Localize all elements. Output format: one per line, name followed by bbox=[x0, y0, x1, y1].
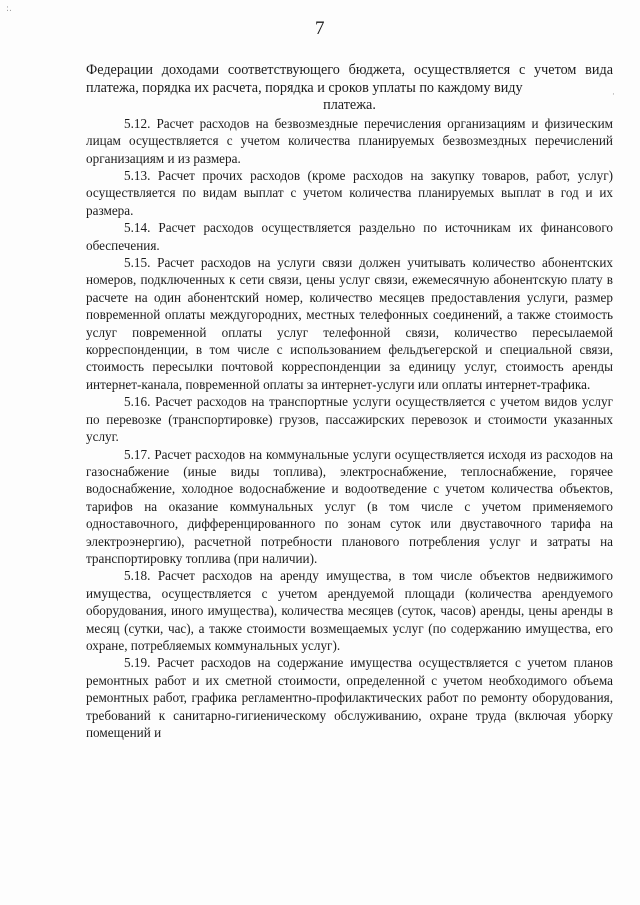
paragraph-5-13: 5.13. Расчет прочих расходов (кроме расходов на закупку товаров, работ, услуг) осуществляется по видам выплат с учетом количества планируемых выплат в год и их размера. bbox=[86, 168, 613, 218]
paragraph-5-12: 5.12. Расчет расходов на безвозмездные перечисления организациям и физическим лицам осуществляется с учетом количества планируемых безвозмездных перечислений организациям и из размера. bbox=[86, 115, 613, 166]
document-body bbox=[86, 62, 613, 741]
scan-corner-mark: :. bbox=[6, 4, 12, 14]
paragraph-5-18: 5.18. Расчет расходов на аренду имущества, в том числе объектов недвижимого имущества, осуществляется с учетом арендуемой площади (количества арендуемого оборудования, иного имущества), количества месяцев (суток, часов) аренды, цены аренды в месяц (сутки, час), а также стоимости возмещаемых услуг (по содержанию имущества, его охране, потребляемых коммунальных услуг). bbox=[86, 568, 613, 653]
paragraph-text-end: платежа. bbox=[323, 97, 376, 114]
paragraph-5-15: 5.15. Расчет расходов на услуги связи должен учитывать количество абонентских номеров, подключенных к сети связи, цены услуг связи, ежемесячную абонентскую плату в расчете на один абонентский номер, количество месяцев предоставления услуги, размер повременной оплаты междугородних, местных телефонных соединений, а также стоимость услуг повременной оплаты услуг телефонной связи, количество пересылаемой корреспонденции, в том числе с использованием фельдъегерской и специальной связи, стоимость пересылки почтовой корреспонденции за единицу услуг, стоимость аренды интернет-канала, повременной оплаты за интернет-услуги или оплаты интернет-трафика. bbox=[86, 255, 613, 392]
paragraph-5-19: 5.19. Расчет расходов на содержание имущества осуществляется с учетом планов ремонтных работ и их сметной стоимости, определенной с учетом необходимого объема ремонтных работ, графика регламентно-профилактических работ по ремонту оборудования, требований к санитарно-гигиеническому обслуживанию, охране труда (включая уборку помещений и bbox=[86, 655, 613, 740]
scan-edge-mark: · bbox=[612, 90, 615, 100]
paragraph-5-17: 5.17. Расчет расходов на коммунальные услуги осуществляется исходя из расходов на газоснабжение (иные виды топлива), электроснабжение, теплоснабжение, горячее водоснабжение, холодное водоснабжение и водоотведение с учетом количества объектов, тарифов на оказание коммунальных услуг (в том числе с учетом применяемого одноставочного, дифференцированного по зонам суток или двуставочного тарифа на электроэнергию), расчетной потребности планового потребления услуг и затраты на транспортировку топлива (при наличии). bbox=[86, 446, 613, 566]
paragraph-5-14: 5.14. Расчет расходов осуществляется раздельно по источникам их финансового обеспечения. bbox=[86, 220, 613, 253]
page-number: 7 bbox=[315, 18, 325, 39]
paragraph-text: Федерации доходами соответствующего бюджета, осуществляется с учетом вида платежа, порядка их расчета, порядка и сроков уплаты по каждому виду bbox=[86, 62, 613, 96]
paragraph-5-16: 5.16. Расчет расходов на транспортные услуги осуществляется с учетом видов услуг по перевозке (транспортировке) грузов, пассажирских перевозок и стоимости указанных услуг. bbox=[86, 394, 613, 445]
paragraph-continuation bbox=[86, 62, 613, 115]
